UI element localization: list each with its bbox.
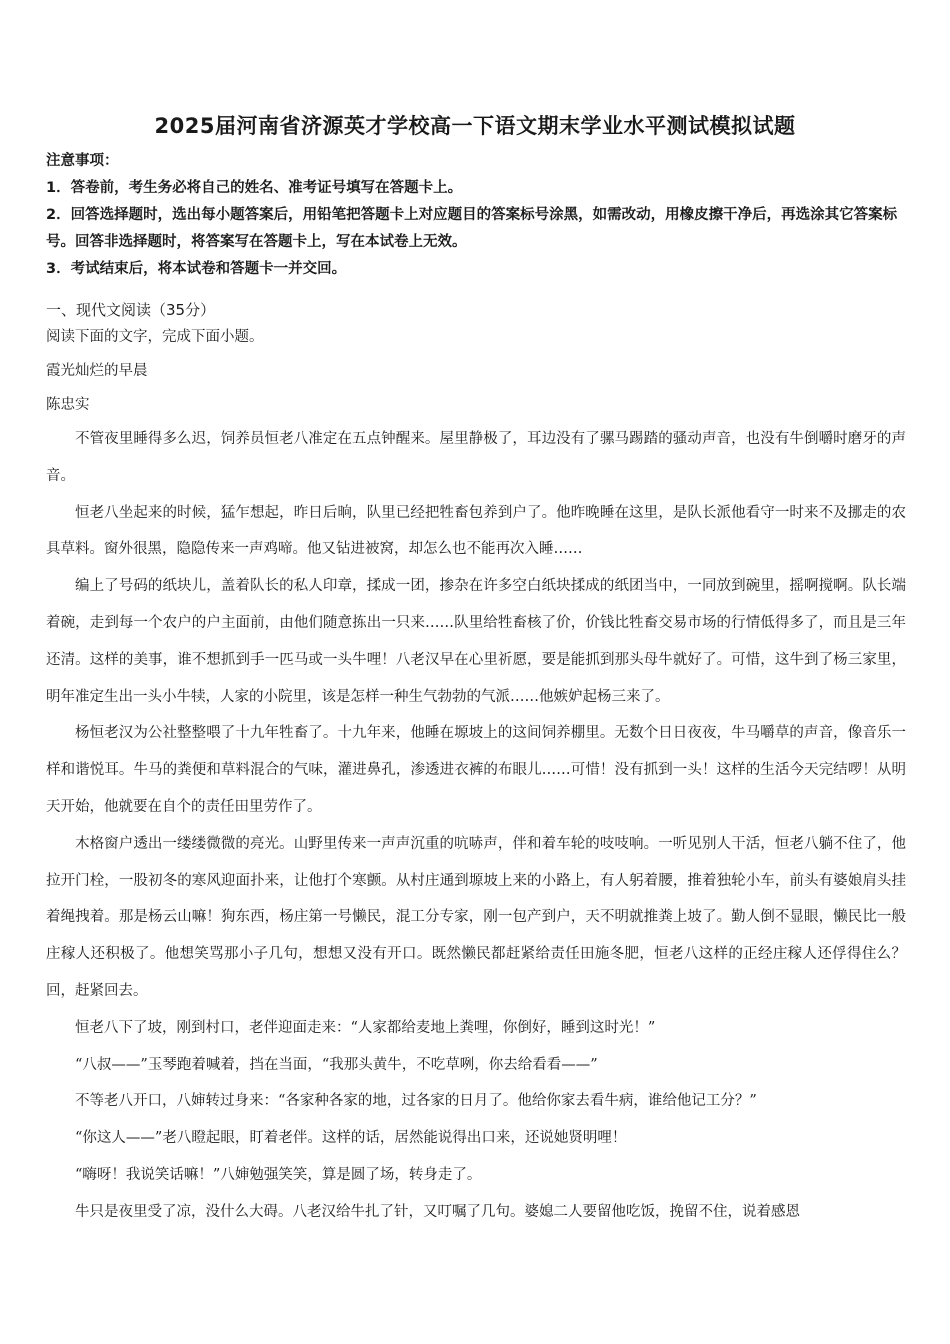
page-title: 2025届河南省济源英才学校高一下语文期末学业水平测试模拟试题 [154,114,796,138]
paragraph: “你这人——”老八瞪起眼，盯着老伴。这样的话，居然能说得出口来，还说她贤明哩！ [75,1130,627,1147]
section-title: 一、现代文阅读（35分） [46,301,216,319]
article-title: 霞光灿烂的早晨 [46,363,148,379]
notice-item-1: 1．答卷前，考生务必将自己的姓名、准考证号填写在答题卡上。 [46,180,463,196]
paragraph: 不等老八开口，八婶转过身来：“各家种各家的地，过各家的日月了。他给你家去看牛病，谁给他记工分？” [75,1093,757,1110]
paragraph: 不管夜里睡得多么迟，饲养员恒老八准定在五点钟醒来。屋里静极了，耳边没有了骡马踢踏的骚动声音，也没有牛倒嚼时磨牙的声音。 [46,431,906,484]
reading-instruction: 阅读下面的文字，完成下面小题。 [46,329,264,345]
notice-item-3: 3．考试结束后，将本试卷和答题卡一并交回。 [46,261,347,277]
paragraph: 编上了号码的纸块儿，盖着队长的私人印章，揉成一团，掺杂在许多空白纸块揉成的纸团当中，一同放到碗里，摇啊搅啊。队长端着碗，走到每一个农户的户主面前，由他们随意拣出一只来……队里给牲畜核了价，价钱比牲畜交易市场的行情低得多了，而且是三年还清。这样的美事，谁不想抓到手一匹马或一头牛哩！八老汉早在心里祈愿，要是能抓到那头母牛就好了。可惜，这牛到了杨三家里，明年准定生出一头小牛犊，人家的小院里，该是怎样一种生气勃勃的气派……他嫉妒起杨三来了。 [46,578,906,705]
paragraph: 恒老八下了坡，刚到村口，老伴迎面走来：“人家都给麦地上粪哩，你倒好，睡到这时光！” [75,1019,656,1036]
paragraph: 恒老八坐起来的时候，猛乍想起，昨日后晌，队里已经把牲畜包养到户了。他昨晚睡在这里，是队长派他看守一时来不及挪走的农具草料。窗外很黑，隐隐传来一声鸡啼。他又钻进被窝，却怎么也不能再次入睡…… [46,504,906,558]
article-body [46,421,906,1231]
paragraph: 杨恒老汉为公社整整喂了十九年牲畜了。十九年来，他睡在塬坡上的这间饲养棚里。无数个日日夜夜，牛马嚼草的声音，像音乐一样和谐悦耳。牛马的粪便和草料混合的气味，灌进鼻孔，渗透进衣裤的布眼儿……可惜！没有抓到一头！这样的生活今天完结啰！从明天开始，他就要在自个的责任田里劳作了。 [46,725,906,815]
article-author: 陈忠实 [46,397,90,413]
notice-block [46,148,916,283]
paragraph: “嗨呀！我说笑话嘛！”八婶勉强笑笑，算是圆了场，转身走了。 [75,1166,482,1183]
paragraph: 牛只是夜里受了凉，没什么大碍。八老汉给牛扎了针，又叮嘱了几句。婆媳二人要留他吃饭，挽留不住，说着感恩 [75,1203,800,1220]
notice-item-2: 2．回答选择题时，选出每小题答案后，用铅笔把答题卡上对应题目的答案标号涂黑，如需改动，用橡皮擦干净后，再选涂其它答案标号。回答非选择题时，将答案写在答题卡上，写在本试卷上无效。 [46,207,898,250]
notice-heading: 注意事项： [46,153,119,169]
paragraph: “八叔——”玉琴跑着喊着，挡在当面，“我那头黄牛，不吃草咧，你去给看看——” [75,1056,598,1073]
paragraph: 木格窗户透出一缕缕微微的亮光。山野里传来一声声沉重的吭哧声，伴和着车轮的吱吱响。一听见别人干活，恒老八躺不住了，他拉开门栓，一股初冬的寒风迎面扑来，让他打个寒颤。从村庄通到塬坡上来的小路上，有人躬着腰，推着独轮小车，前头有婆娘肩头挂着绳拽着。那是杨云山嘛！狗东西，杨庄第一号懒民，混工分专家，刚一包产到户，天不明就推粪上坡了。勤人倒不显眼，懒民比一般庄稼人还积极了。他想笑骂那小子几句，想想又没有开口。既然懒民都赶紧给责任田施冬肥，恒老八这样的正经庄稼人还俘得住么？回，赶紧回去。 [46,835,906,999]
